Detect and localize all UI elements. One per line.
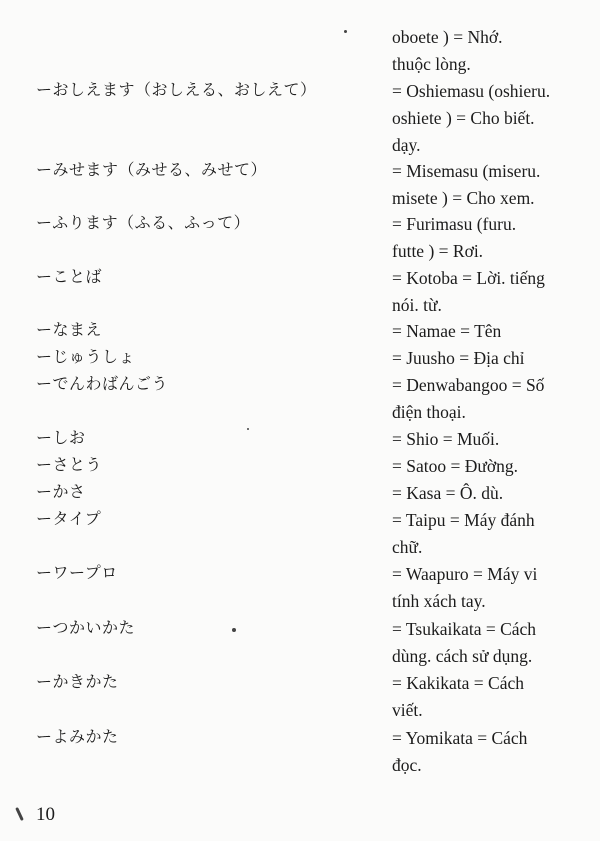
japanese-term: ーかさ — [36, 482, 86, 501]
japanese-term: ーしお — [36, 428, 86, 447]
japanese-term: ーみせます（みせる、みせて） — [36, 160, 268, 179]
japanese-term: ーさとう — [36, 455, 103, 474]
vietnamese-definition-line: = Kasa = Ô. dù. — [392, 483, 504, 503]
japanese-term: ーつかいかた — [36, 618, 136, 637]
page-number: 10 — [36, 804, 55, 825]
vietnamese-definition-line: futte ) = Rơi. — [392, 241, 484, 261]
vietnamese-definition-line: = Shio = Muối. — [392, 429, 500, 449]
japanese-term: ーよみかた — [36, 727, 119, 746]
vietnamese-definition-line: = Tsukaikata = Cách — [392, 619, 537, 639]
vietnamese-definition-line: chữ. — [392, 537, 423, 557]
japanese-term: ーでんわばんごう — [36, 374, 169, 393]
japanese-term: ーおしえます（おしえる、おしえて） — [36, 80, 317, 99]
vietnamese-definition-line: = Oshiemasu (oshieru. — [392, 81, 551, 101]
ink-speck — [15, 807, 24, 821]
vietnamese-definition-line: điện thoại. — [392, 402, 466, 422]
vietnamese-definition-line: viết. — [392, 700, 423, 720]
continuation-line: oboete ) = Nhớ. — [392, 27, 503, 47]
japanese-term: ーふります（ふる、ふって） — [36, 213, 251, 232]
vietnamese-definition-line: = Yomikata = Cách — [392, 728, 528, 748]
japanese-term: ーワープロ — [36, 563, 118, 582]
vietnamese-definition-line: dạy. — [392, 135, 421, 155]
vietnamese-definition-line: đọc. — [392, 755, 422, 775]
vietnamese-definition-line: tính xách tay. — [392, 591, 486, 611]
japanese-term: ーなまえ — [36, 320, 103, 339]
japanese-term: ーじゅうしょ — [36, 347, 136, 366]
japanese-term: ーことば — [36, 267, 103, 286]
vietnamese-definition-line: = Furimasu (furu. — [392, 214, 517, 234]
vietnamese-definition-line: = Juusho = Địa chỉ — [392, 348, 525, 368]
japanese-term: ーかきかた — [36, 672, 119, 691]
vietnamese-definition-line: = Misemasu (miseru. — [392, 161, 541, 181]
ink-speck — [232, 628, 236, 632]
vietnamese-definition-line: = Satoo = Đường. — [392, 456, 518, 476]
vietnamese-definition-line: = Waapuro = Máy vi — [392, 564, 538, 584]
vietnamese-definition-line: = Taipu = Máy đánh — [392, 510, 535, 530]
vietnamese-definition-line: misete ) = Cho xem. — [392, 188, 535, 208]
vietnamese-definition-line: = Kakikata = Cách — [392, 673, 524, 693]
japanese-term: ータイプ — [36, 509, 102, 528]
ink-speck — [247, 428, 249, 430]
ink-speck — [344, 30, 347, 33]
vietnamese-definition-line: = Denwabangoo = Số — [392, 375, 545, 395]
vietnamese-definition-line: = Namae = Tên — [392, 321, 502, 341]
vietnamese-definition-line: oshiete ) = Cho biết. — [392, 108, 535, 128]
vietnamese-definition-line: nói. từ. — [392, 295, 442, 315]
continuation-line: thuộc lòng. — [392, 54, 471, 74]
vietnamese-definition-line: = Kotoba = Lời. tiếng — [392, 268, 545, 288]
vietnamese-definition-line: dùng. cách sử dụng. — [392, 646, 533, 666]
